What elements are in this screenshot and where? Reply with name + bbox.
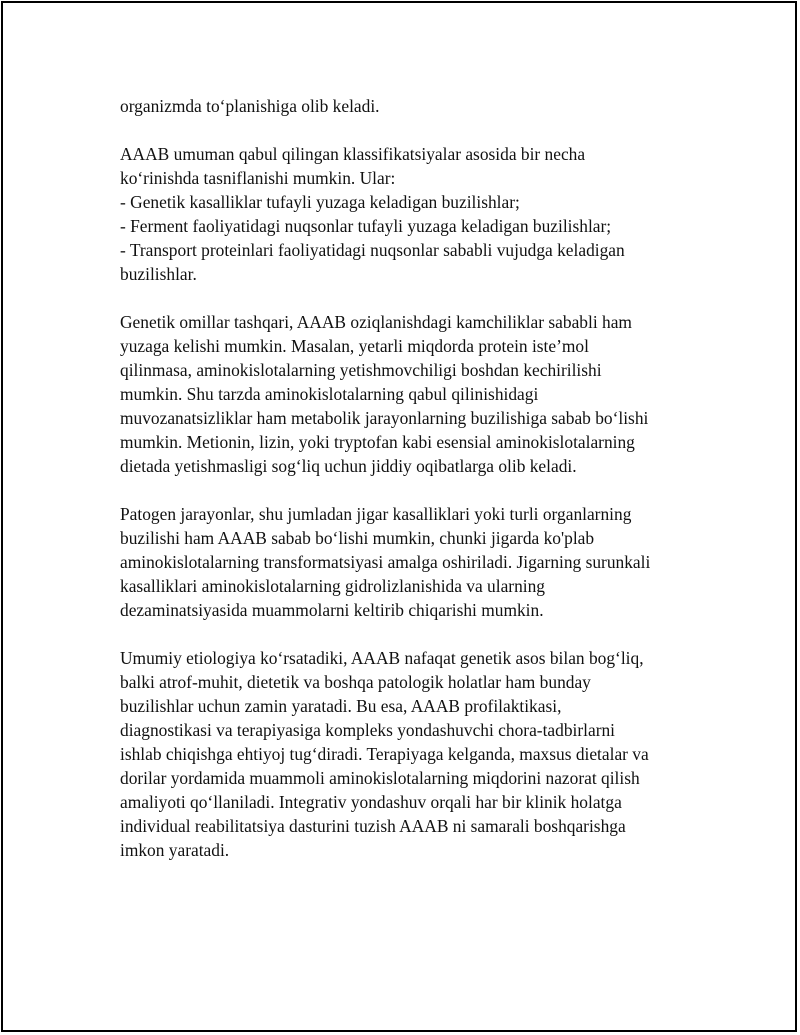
list-item: - Ferment faoliyatidagi nuqsonlar tufayli yuzaga keladigan buzilishlar; (120, 216, 612, 236)
text-line: ko‘rinishda tasniflanishi mumkin. Ular: (120, 168, 396, 188)
text-line: qilinmasa, aminokislotalarning yetishmovchiligi boshdan kechirilishi (120, 360, 602, 380)
text-line: balki atrof-muhit, dietetik va boshqa patologik holatlar ham bunday (120, 672, 591, 692)
page-frame (1, 1, 797, 1032)
text-line: AAAB umuman qabul qilingan klassifikatsiyalar asosida bir necha (120, 144, 586, 164)
text-line: organizmda to‘planishiga olib keladi. (120, 96, 380, 116)
text-line: individual reabilitatsiya dasturini tuzish AAAB ni samarali boshqarishga (120, 816, 626, 836)
text-line: diagnostikasi va terapiyasiga kompleks yondashuvchi chora-tadbirlarni (120, 720, 616, 740)
text-line: Genetik omillar tashqari, AAAB oziqlanishdagi kamchiliklar sababli ham (120, 312, 632, 332)
paragraph-3 (120, 310, 720, 478)
text-line: muvozanatsizliklar ham metabolik jarayonlarning buzilishiga sabab bo‘lishi (120, 408, 649, 428)
text-line: Umumiy etiologiya ko‘rsatadiki, AAAB nafaqat genetik asos bilan bog‘liq, (120, 648, 644, 668)
text-line: mumkin. Shu tarzda aminokislotalarning qabul qilinishidagi (120, 384, 539, 404)
text-line: dietada yetishmasligi sog‘liq uchun jiddiy oqibatlarga olib keladi. (120, 456, 577, 476)
text-line: ishlab chiqishga ehtiyoj tug‘diradi. Terapiyaga kelganda, maxsus dietalar va (120, 744, 649, 764)
text-line: aminokislotalarning transformatsiyasi amalga oshiriladi. Jigarning surunkali (120, 552, 651, 572)
paragraph-1 (120, 94, 720, 118)
text-line: imkon yaratadi. (120, 840, 230, 860)
text-line: mumkin. Metionin, lizin, yoki tryptofan kabi esensial aminokislotalarning (120, 432, 635, 452)
list-item: - Transport proteinlari faoliyatidagi nuqsonlar sababli vujudga keladigan (120, 240, 625, 260)
paragraph-2 (120, 142, 720, 286)
text-line: yuzaga kelishi mumkin. Masalan, yetarli miqdorda protein iste’mol (120, 336, 589, 356)
text-line: amaliyoti qo‘llaniladi. Integrativ yondashuv orqali har bir klinik holatga (120, 792, 622, 812)
list-item: - Genetik kasalliklar tufayli yuzaga keladigan buzilishlar; (120, 192, 520, 212)
text-line: dezaminatsiyasida muammolarni keltirib chiqarishi mumkin. (120, 600, 544, 620)
text-line: dorilar yordamida muammoli aminokislotalarning miqdorini nazorat qilish (120, 768, 640, 788)
paragraph-5 (120, 646, 720, 862)
text-line: buzilishlar. (120, 264, 197, 284)
text-line: Patogen jarayonlar, shu jumladan jigar kasalliklari yoki turli organlarning (120, 504, 632, 524)
document-body (120, 94, 720, 886)
paragraph-4 (120, 502, 720, 622)
text-line: buzilishi ham AAAB sabab bo‘lishi mumkin, chunki jigarda ko'plab (120, 528, 595, 548)
text-line: kasalliklari aminokislotalarning gidrolizlanishida va ularning (120, 576, 546, 596)
text-line: buzilishlar uchun zamin yaratadi. Bu esa, AAAB profilaktikasi, (120, 696, 562, 716)
